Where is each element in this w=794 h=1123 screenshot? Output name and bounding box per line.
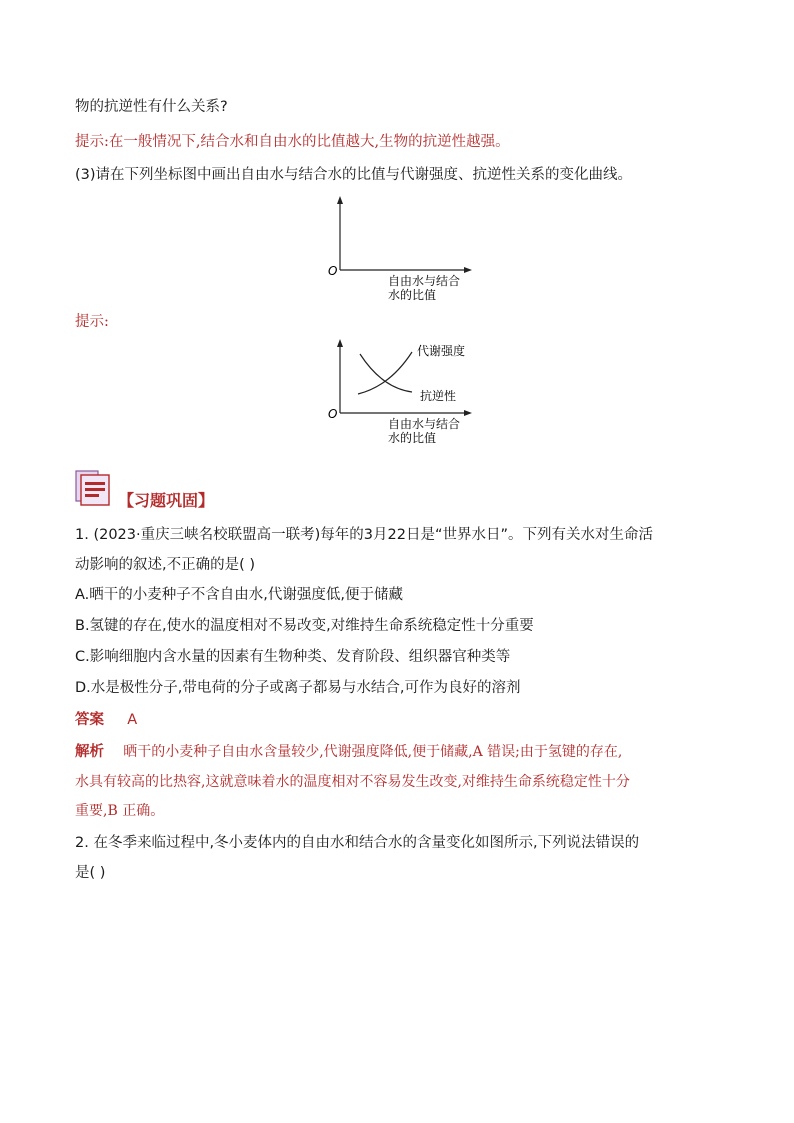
question-3: (3)请在下列坐标图中画出自由水与结合水的比值与代谢强度、抗逆性关系的变化曲线。 — [75, 167, 633, 183]
q1-answer — [75, 710, 137, 730]
q1-stem-line1: 1. (2023·重庆三峡名校联盟高一联考)每年的3月22日是“世界水日”。下列有关水对生命活 — [75, 527, 653, 543]
explanation-label: 解析 — [75, 744, 104, 760]
x-axis-label-line2: 水的比值 — [388, 288, 437, 302]
hint-2: 提示:在一般情况下,结合水和自由水的比值越大,生物的抗逆性越强。 — [75, 134, 510, 150]
metabolic-intensity-curve — [358, 352, 412, 394]
exercise-icon — [75, 470, 113, 508]
hint-3-label: 提示: — [75, 314, 109, 330]
x-axis-label-line1: 自由水与结合 — [388, 274, 461, 288]
q1-explanation-line2: 水具有较高的比热容,这就意味着水的温度相对不容易发生改变,对维持生命系统稳定性十分 — [75, 774, 630, 790]
section-title: 【习题巩固】 — [118, 491, 215, 510]
q1-option-c: C.影响细胞内含水量的因素有生物种类、发育阶段、组织器官种类等 — [75, 649, 511, 665]
answer-label: 答案 — [75, 712, 104, 728]
empty-coordinate-figure — [320, 195, 480, 305]
explanation-text-1: 晒干的小麦种子自由水含量较少,代谢强度降低,便于储藏,A 错误;由于氢键的存在, — [123, 744, 623, 760]
q1-stem-line2: 动影响的叙述,不正确的是( ) — [75, 557, 256, 573]
x-axis-label-line1: 自由水与结合 — [388, 417, 461, 431]
question-tail: 物的抗逆性有什么关系? — [75, 99, 228, 115]
q1-option-a: A.晒干的小麦种子不含自由水,代谢强度低,便于储藏 — [75, 587, 403, 603]
x-axis-label-line2: 水的比值 — [388, 431, 437, 445]
origin-label: O — [328, 407, 338, 421]
series-label-resistance: 抗逆性 — [420, 389, 457, 403]
q2-stem-line2: 是( ) — [75, 865, 106, 881]
series-label-metabolism: 代谢强度 — [417, 344, 466, 358]
q2-stem-line1: 2. 在冬季来临过程中,冬小麦体内的自由水和结合水的含量变化如图所示,下列说法错误的 — [75, 835, 640, 851]
q1-explanation-line1 — [75, 742, 622, 762]
stress-resistance-curve — [360, 354, 412, 392]
q1-option-d: D.水是极性分子,带电荷的分子或离子都易与水结合,可作为良好的溶剂 — [75, 680, 521, 696]
q1-option-b: B.氢键的存在,使水的温度相对不易改变,对维持生命系统稳定性十分重要 — [75, 618, 534, 634]
q1-explanation-line3: 重要,B 正确。 — [75, 803, 165, 819]
answer-value: A — [127, 712, 138, 728]
origin-label: O — [328, 264, 338, 278]
curve-figure — [320, 338, 490, 448]
